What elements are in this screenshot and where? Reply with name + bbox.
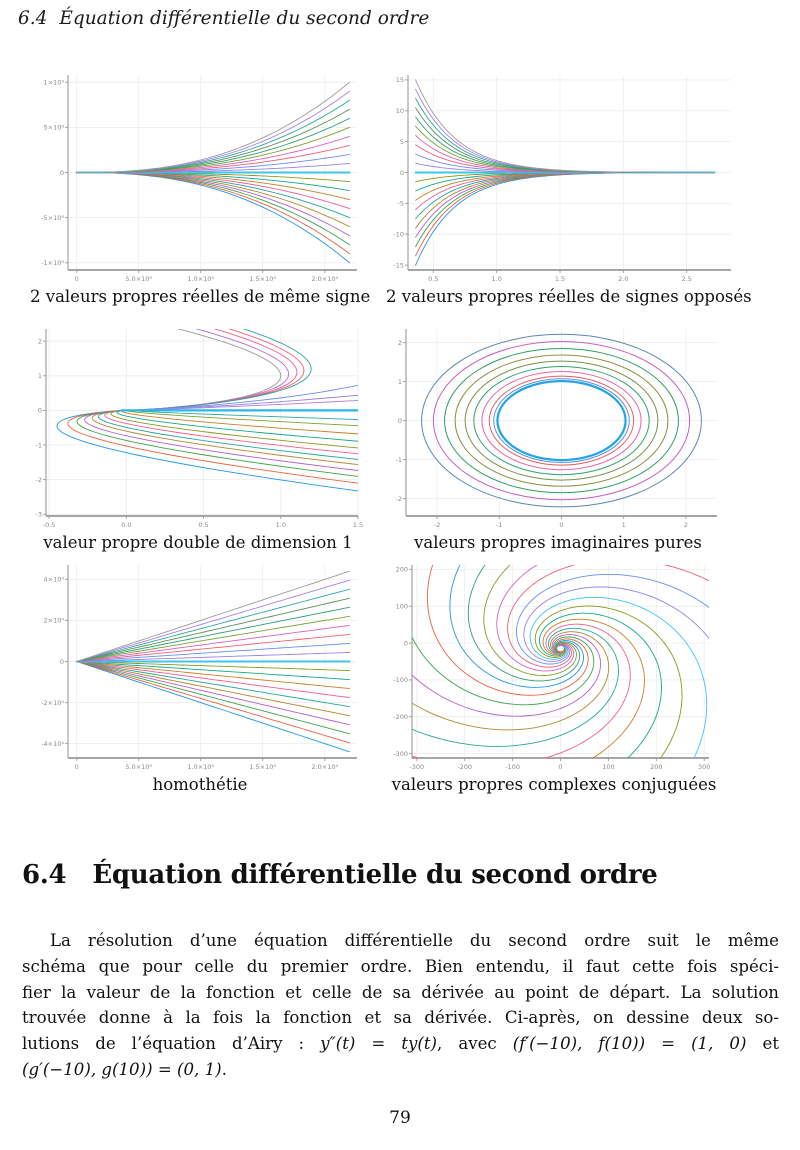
svg-text:1.5: 1.5: [554, 275, 566, 283]
svg-text:2×10⁴: 2×10⁴: [43, 616, 64, 625]
paragraph-line: (g′(−10), g(10)) = (0, 1).: [22, 1059, 227, 1079]
svg-text:0.0: 0.0: [121, 521, 132, 529]
svg-text:5.0×10³: 5.0×10³: [125, 763, 153, 771]
plot-cell-double-eigenvalue: [28, 324, 368, 552]
svg-text:200: 200: [395, 565, 408, 574]
running-header-title: Équation différentielle du second ordre: [59, 8, 430, 29]
svg-text:10: 10: [395, 107, 404, 116]
plot-homothety-chart: [30, 560, 370, 772]
plot-cell-homothety: [30, 560, 370, 794]
svg-text:0.5: 0.5: [198, 521, 209, 529]
svg-text:2.0×10⁴: 2.0×10⁴: [311, 763, 339, 771]
svg-text:0: 0: [559, 521, 564, 529]
svg-text:1.5: 1.5: [352, 521, 364, 529]
svg-text:0: 0: [397, 416, 402, 425]
svg-text:-10: -10: [393, 230, 404, 239]
plot-double-eigenvalue-chart: [28, 324, 368, 530]
svg-text:-300: -300: [409, 763, 425, 771]
body-paragraph: [22, 928, 779, 1083]
svg-text:-4×10⁴: -4×10⁴: [41, 739, 64, 748]
paragraph-line: fier la valeur de la fonction et celle de sa dérivée au point de départ. La solution: [22, 982, 779, 1002]
plot-complex-chart: [388, 560, 720, 772]
svg-text:1×10⁹: 1×10⁹: [43, 78, 64, 87]
svg-text:1.5×10⁴: 1.5×10⁴: [249, 275, 277, 283]
plot-caption: homothétie: [152, 775, 248, 794]
svg-text:1.5×10⁴: 1.5×10⁴: [249, 763, 277, 771]
plot-caption: valeurs propres imaginaires pures: [414, 533, 702, 552]
section-number: 6.4: [22, 860, 67, 890]
svg-text:2.0×10⁴: 2.0×10⁴: [311, 275, 339, 283]
running-header: [18, 8, 429, 29]
svg-text:2: 2: [397, 338, 402, 347]
svg-text:1.0×10⁴: 1.0×10⁴: [187, 275, 215, 283]
svg-text:-3: -3: [35, 510, 42, 519]
svg-text:0: 0: [37, 406, 42, 415]
plot-cell-same-sign: [30, 70, 370, 306]
plot-caption: valeur propre double de dimension 1: [43, 533, 353, 552]
svg-text:1.0: 1.0: [491, 275, 502, 283]
svg-text:-100: -100: [393, 676, 408, 685]
plot-same-sign-chart: [30, 70, 370, 284]
paragraph-line: La résolution d’une équation différentielle du second ordre suit le même: [50, 931, 779, 950]
plot-imaginary-chart: [390, 324, 726, 530]
svg-text:-1×10⁹: -1×10⁹: [41, 259, 64, 268]
plot-caption: valeurs propres complexes conjuguées: [391, 775, 717, 794]
svg-text:100: 100: [395, 602, 408, 611]
svg-text:1.0×10⁴: 1.0×10⁴: [187, 763, 215, 771]
svg-text:2: 2: [37, 337, 42, 346]
plot-cell-complex: [388, 560, 720, 794]
svg-text:0: 0: [399, 168, 404, 177]
svg-text:5: 5: [399, 137, 404, 146]
plot-caption: 2 valeurs propres réelles de même signe: [30, 287, 371, 306]
svg-text:1: 1: [621, 521, 626, 529]
svg-text:0: 0: [74, 275, 79, 283]
svg-text:5×10⁸: 5×10⁸: [43, 123, 64, 132]
svg-text:1: 1: [37, 372, 42, 381]
svg-text:1.0: 1.0: [275, 521, 286, 529]
svg-text:0: 0: [59, 657, 64, 666]
svg-text:-200: -200: [393, 713, 408, 721]
svg-text:-2×10⁴: -2×10⁴: [41, 698, 64, 707]
svg-text:-300: -300: [393, 749, 408, 758]
svg-text:2.0: 2.0: [618, 275, 629, 283]
svg-text:0: 0: [74, 763, 79, 771]
svg-text:-1: -1: [496, 521, 503, 529]
svg-text:-2: -2: [433, 521, 441, 529]
svg-text:0.5: 0.5: [428, 275, 439, 283]
svg-text:1: 1: [397, 377, 402, 386]
svg-text:0: 0: [59, 168, 64, 177]
section-heading: [22, 860, 658, 890]
plot-cell-opposite-sign: [386, 70, 752, 306]
svg-text:-2: -2: [395, 494, 402, 503]
paragraph-line: lutions de l’équation d’Airy : y″(t) = ty(t), avec (f′(−10), f(10)) = (1, 0) et: [22, 1034, 779, 1054]
plot-caption: 2 valeurs propres réelles de signes opposés: [386, 287, 752, 306]
svg-text:300: 300: [697, 763, 711, 771]
svg-text:-2: -2: [35, 475, 42, 484]
svg-text:4×10⁴: 4×10⁴: [43, 575, 64, 584]
svg-text:-200: -200: [457, 763, 473, 771]
paragraph-line: trouvée donne à la fois la fonction et sa dérivée. Ci-après, on dessine deux so-: [22, 1008, 779, 1028]
running-header-number: 6.4: [18, 8, 48, 29]
svg-text:-5×10⁸: -5×10⁸: [41, 213, 64, 222]
svg-text:-0.5: -0.5: [42, 521, 56, 529]
plot-cell-imaginary: [390, 324, 726, 552]
plot-opposite-sign-chart: [386, 70, 742, 284]
svg-text:100: 100: [602, 763, 615, 771]
page-number: 79: [389, 1108, 411, 1128]
svg-text:-100: -100: [505, 763, 520, 771]
svg-text:200: 200: [650, 763, 663, 771]
svg-text:0: 0: [558, 763, 563, 771]
svg-text:-5: -5: [397, 199, 404, 208]
svg-text:15: 15: [395, 76, 404, 85]
svg-text:5.0×10³: 5.0×10³: [125, 275, 153, 283]
svg-text:0: 0: [403, 639, 408, 648]
svg-text:2.5: 2.5: [681, 275, 692, 283]
svg-text:-1: -1: [35, 441, 42, 450]
paragraph-line: schéma que pour celle du premier ordre. Bien entendu, il faut cette fois spéci-: [22, 956, 779, 976]
svg-text:2: 2: [683, 521, 688, 529]
svg-text:-15: -15: [393, 261, 404, 270]
section-title: Équation différentielle du second ordre: [92, 860, 658, 890]
svg-text:-1: -1: [395, 455, 402, 464]
